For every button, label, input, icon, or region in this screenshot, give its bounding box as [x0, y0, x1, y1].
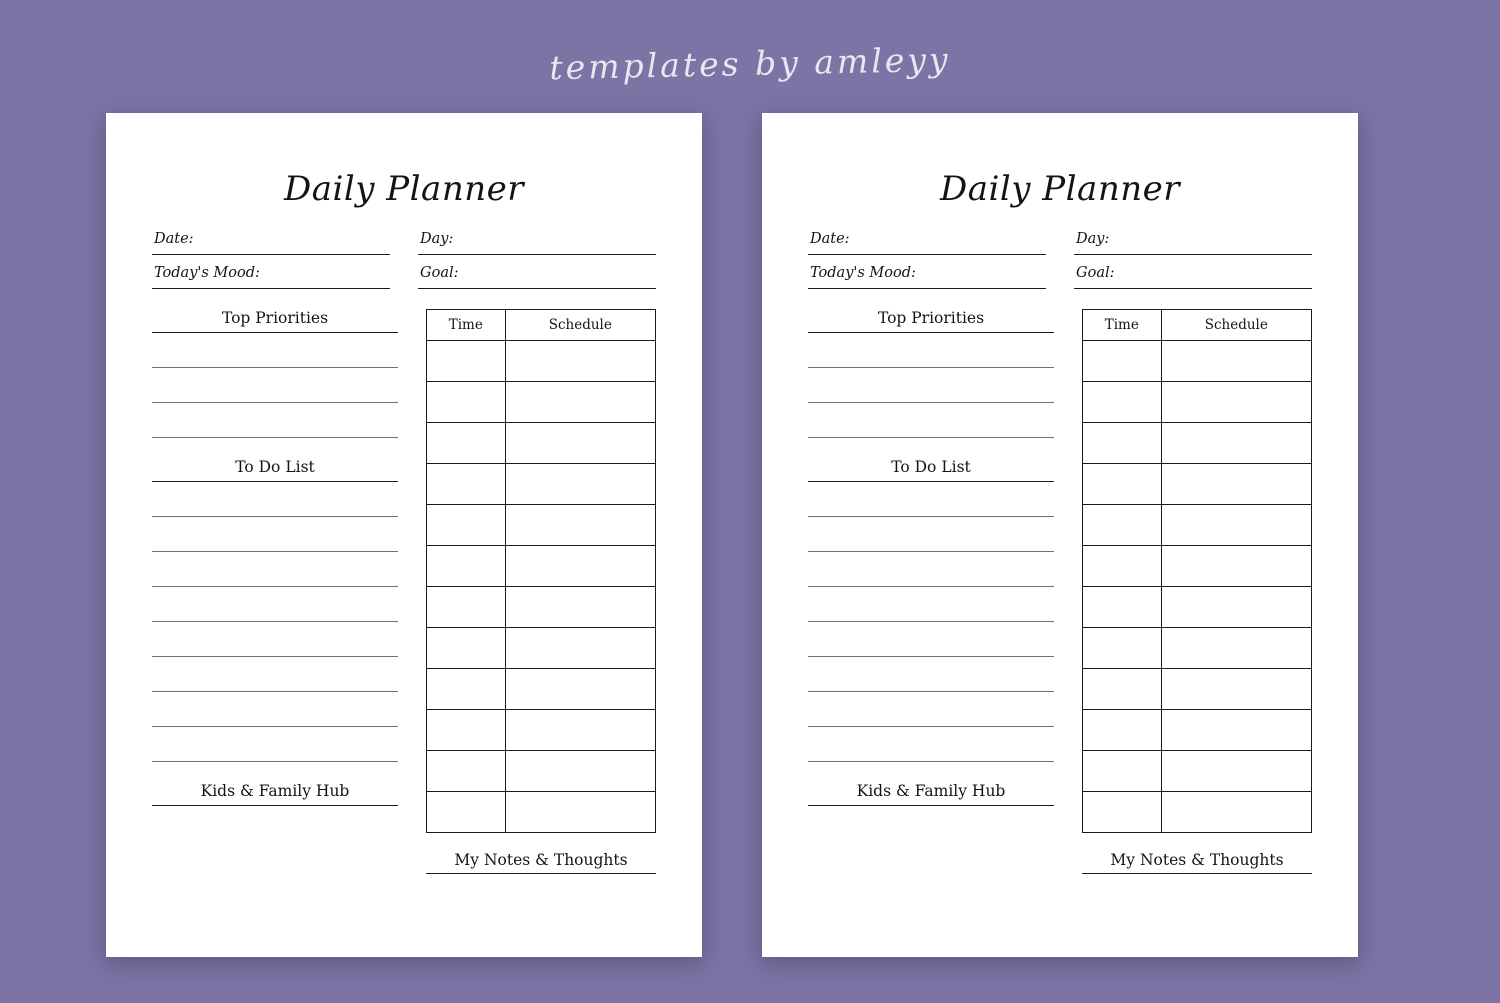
goal-field[interactable] [1074, 265, 1312, 289]
schedule-cell-time[interactable] [1083, 751, 1162, 792]
table-row[interactable] [1083, 628, 1312, 669]
schedule-cell-time[interactable] [427, 587, 506, 628]
schedule-cell-time[interactable] [1083, 792, 1162, 833]
schedule-cell-time[interactable] [427, 423, 506, 464]
schedule-cell-entry[interactable] [505, 710, 655, 751]
daily-planner-page-2 [762, 113, 1358, 957]
schedule-cell-entry[interactable] [505, 505, 655, 546]
daily-planner-page-1 [106, 113, 702, 957]
schedule-cell-time[interactable] [427, 505, 506, 546]
table-row[interactable] [1083, 382, 1312, 423]
schedule-cell-entry[interactable] [505, 628, 655, 669]
spacer [808, 762, 1054, 782]
schedule-cell-entry[interactable] [1161, 423, 1311, 464]
top-fields-left [808, 231, 1046, 289]
schedule-cell-time[interactable] [1083, 382, 1162, 423]
schedule-cell-time[interactable] [427, 464, 506, 505]
schedule-cell-entry[interactable] [1161, 546, 1311, 587]
day-field[interactable] [1074, 231, 1312, 255]
to-do-list-line[interactable] [152, 727, 398, 762]
day-field[interactable] [418, 231, 656, 255]
table-row[interactable] [427, 505, 656, 546]
schedule-cell-entry[interactable] [1161, 341, 1311, 382]
to-do-list-line[interactable] [152, 622, 398, 657]
schedule-column [426, 309, 656, 874]
to-do-list-line[interactable] [152, 517, 398, 552]
kids-family-hub-heading: Kids & Family Hub [152, 782, 398, 806]
schedule-cell-time[interactable] [1083, 505, 1162, 546]
table-row[interactable] [1083, 587, 1312, 628]
mood-field[interactable] [808, 265, 1046, 289]
to-do-list-line[interactable] [152, 692, 398, 727]
top-priorities-line[interactable] [808, 333, 1054, 368]
to-do-list-line[interactable] [152, 587, 398, 622]
table-row[interactable] [427, 669, 656, 710]
to-do-list-line[interactable] [808, 692, 1054, 727]
schedule-cell-time[interactable] [427, 792, 506, 833]
table-row[interactable] [427, 628, 656, 669]
schedule-cell-time[interactable] [427, 669, 506, 710]
schedule-cell-entry[interactable] [1161, 505, 1311, 546]
table-row[interactable] [427, 382, 656, 423]
schedule-header-row [427, 310, 656, 341]
top-fields [152, 231, 656, 289]
top-priorities-line[interactable] [152, 333, 398, 368]
schedule-column [1082, 309, 1312, 874]
date-field[interactable] [152, 231, 390, 255]
schedule-cell-entry[interactable] [1161, 669, 1311, 710]
schedule-cell-entry[interactable] [505, 792, 655, 833]
schedule-cell-time[interactable] [427, 382, 506, 423]
to-do-list-line[interactable] [808, 727, 1054, 762]
table-row[interactable] [427, 546, 656, 587]
table-row[interactable] [427, 751, 656, 792]
date-label: Date: [154, 231, 194, 247]
mood-field[interactable] [152, 265, 390, 289]
schedule-cell-entry[interactable] [1161, 382, 1311, 423]
to-do-list-line[interactable] [152, 552, 398, 587]
top-fields-right [418, 231, 656, 289]
day-label: Day: [1076, 231, 1110, 247]
table-row[interactable] [1083, 710, 1312, 751]
schedule-header-schedule: Schedule [505, 310, 655, 341]
schedule-cell-time[interactable] [1083, 628, 1162, 669]
notes-heading: My Notes & Thoughts [426, 851, 656, 874]
top-priorities-line[interactable] [808, 368, 1054, 403]
schedule-cell-time[interactable] [1083, 423, 1162, 464]
table-row[interactable] [427, 464, 656, 505]
schedule-cell-time[interactable] [427, 341, 506, 382]
day-label: Day: [420, 231, 454, 247]
to-do-list-line[interactable] [152, 482, 398, 517]
watermark-text: templates by amleyy [549, 39, 951, 88]
schedule-table [426, 309, 656, 833]
table-row[interactable] [1083, 464, 1312, 505]
schedule-cell-entry[interactable] [1161, 792, 1311, 833]
schedule-cell-entry[interactable] [505, 382, 655, 423]
spacer [152, 438, 398, 458]
table-row[interactable] [427, 423, 656, 464]
schedule-cell-entry[interactable] [505, 341, 655, 382]
top-fields [808, 231, 1312, 289]
top-priorities-line[interactable] [152, 403, 398, 438]
to-do-list-line[interactable] [152, 657, 398, 692]
schedule-cell-time[interactable] [427, 710, 506, 751]
to-do-list-line[interactable] [808, 482, 1054, 517]
to-do-list-line[interactable] [808, 587, 1054, 622]
schedule-cell-entry[interactable] [1161, 751, 1311, 792]
schedule-body [427, 341, 656, 833]
planner-body [808, 309, 1312, 874]
date-field[interactable] [808, 231, 1046, 255]
schedule-cell-entry[interactable] [505, 546, 655, 587]
table-row[interactable] [1083, 669, 1312, 710]
to-do-list-line[interactable] [808, 657, 1054, 692]
schedule-body [1083, 341, 1312, 833]
schedule-header-time: Time [427, 310, 506, 341]
spacer [152, 762, 398, 782]
schedule-cell-entry[interactable] [1161, 628, 1311, 669]
schedule-cell-entry[interactable] [1161, 710, 1311, 751]
top-priorities-heading: Top Priorities [152, 309, 398, 333]
table-row[interactable] [1083, 792, 1312, 833]
schedule-cell-time[interactable] [427, 751, 506, 792]
mood-label: Today's Mood: [810, 265, 916, 281]
date-label: Date: [810, 231, 850, 247]
to-do-list-line[interactable] [808, 517, 1054, 552]
schedule-cell-time[interactable] [1083, 710, 1162, 751]
schedule-cell-entry[interactable] [505, 587, 655, 628]
schedule-header-time: Time [1083, 310, 1162, 341]
table-row[interactable] [427, 341, 656, 382]
table-row[interactable] [1083, 341, 1312, 382]
schedule-header-schedule: Schedule [1161, 310, 1311, 341]
to-do-list-heading: To Do List [808, 458, 1054, 482]
top-priorities-heading: Top Priorities [808, 309, 1054, 333]
table-row[interactable] [1083, 546, 1312, 587]
schedule-cell-entry[interactable] [505, 751, 655, 792]
notes-heading: My Notes & Thoughts [1082, 851, 1312, 874]
schedule-cell-time[interactable] [427, 546, 506, 587]
table-row[interactable] [1083, 505, 1312, 546]
table-row[interactable] [427, 587, 656, 628]
top-fields-left [152, 231, 390, 289]
lists-column [808, 309, 1054, 874]
to-do-list-heading: To Do List [152, 458, 398, 482]
schedule-cell-entry[interactable] [1161, 464, 1311, 505]
table-row[interactable] [427, 792, 656, 833]
spacer [808, 438, 1054, 458]
schedule-header-row [1083, 310, 1312, 341]
schedule-cell-entry[interactable] [1161, 587, 1311, 628]
to-do-list-line[interactable] [808, 622, 1054, 657]
goal-label: Goal: [1076, 265, 1115, 281]
schedule-cell-time[interactable] [1083, 464, 1162, 505]
top-fields-right [1074, 231, 1312, 289]
table-row[interactable] [1083, 423, 1312, 464]
page-title: Daily Planner [284, 169, 524, 209]
schedule-cell-time[interactable] [1083, 546, 1162, 587]
schedule-cell-time[interactable] [1083, 341, 1162, 382]
mood-label: Today's Mood: [154, 265, 260, 281]
table-row[interactable] [1083, 751, 1312, 792]
top-priorities-line[interactable] [152, 368, 398, 403]
goal-label: Goal: [420, 265, 459, 281]
table-row[interactable] [427, 710, 656, 751]
schedule-cell-entry[interactable] [505, 669, 655, 710]
schedule-table [1082, 309, 1312, 833]
page-title: Daily Planner [940, 169, 1180, 209]
schedule-cell-time[interactable] [1083, 669, 1162, 710]
schedule-cell-time[interactable] [427, 628, 506, 669]
planner-body [152, 309, 656, 874]
schedule-cell-time[interactable] [1083, 587, 1162, 628]
to-do-list-line[interactable] [808, 552, 1054, 587]
lists-column [152, 309, 398, 874]
schedule-cell-entry[interactable] [505, 423, 655, 464]
kids-family-hub-heading: Kids & Family Hub [808, 782, 1054, 806]
schedule-cell-entry[interactable] [505, 464, 655, 505]
goal-field[interactable] [418, 265, 656, 289]
top-priorities-line[interactable] [808, 403, 1054, 438]
